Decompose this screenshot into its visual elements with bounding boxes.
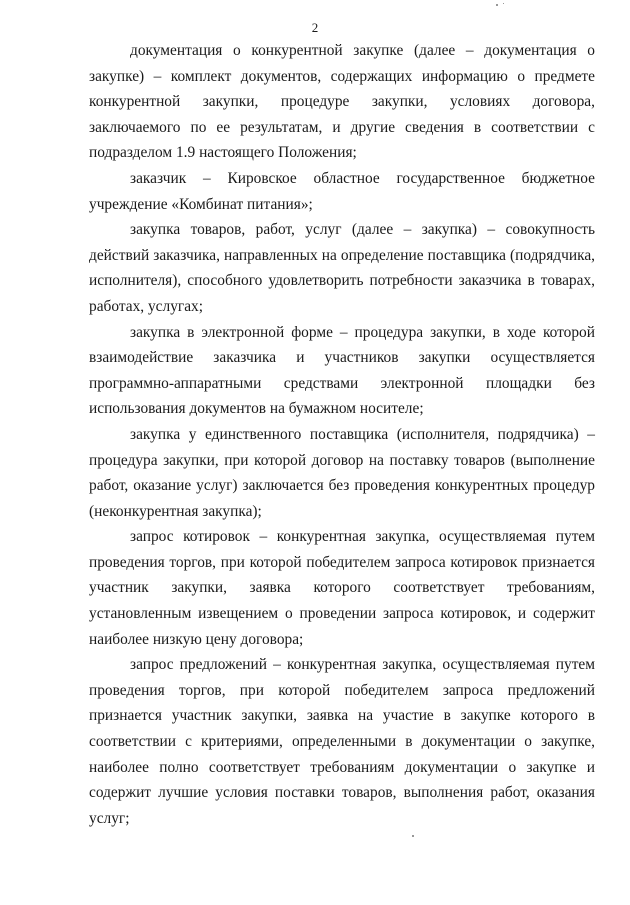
paragraph-request-for-proposals: запрос предложений – конкурентная закупка, осуществляемая путем проведения торгов, при которой победителем запроса предложений признается участник закупки, заявка на участие в закупке которого в соответствии с критериями, определенными в документации о закупке, наиболее полно соответствует требованиям документации о закупке и содержит лучшие условия поставки товаров, выполнения работ, оказания услуг; <box>89 656 595 827</box>
scan-speck <box>503 3 504 4</box>
paragraph-electronic-procurement: закупка в электронной форме – процедура закупки, в ходе которой взаимодействие заказчика и участников закупки осуществляется программно-аппаратными средствами электронной площадки без использования документов на бумажном носителе; <box>89 323 595 418</box>
paragraph-procurement: закупка товаров, работ, услуг (далее – закупка) – совокупность действий заказчика, направленных на определение поставщика (подрядчика, исполнителя), способного удовлетворить потребности заказчика в товарах, работах, услугах; <box>89 221 595 315</box>
scan-speck <box>496 4 498 6</box>
paragraph-procurement-documentation: документация о конкурентной закупке (далее – документация о закупке) – комплект документов, содержащих информацию о предмете конкурентной закупки, процедуре закупки, условиях договора, заключаемого по ее результатам, и другие сведения в соответствии с подразделом 1.9 настоящего Положения; <box>89 42 595 162</box>
scan-speck <box>412 835 414 837</box>
paragraph-customer: заказчик – Кировское областное государственное бюджетное учреждение «Комбинат питания»; <box>89 169 595 213</box>
paragraph-single-supplier: закупка у единственного поставщика (исполнителя, подрядчика) – процедура закупки, при которой договор на поставку товаров (выполнение работ, оказание услуг) заключается без проведения конкурентных процедур (неконкурентная закупка); <box>89 425 595 520</box>
page-number: 2 <box>311 20 319 35</box>
paragraph-request-for-quotes: запрос котировок – конкурентная закупка, осуществляемая путем проведения торгов, при которой победителем запроса котировок признается участник закупки, заявка которого соответствует требованиям, установленным извещением о проведении запроса котировок, и содержит наиболее низкую цену договора; <box>89 528 595 648</box>
document-body <box>89 38 595 831</box>
